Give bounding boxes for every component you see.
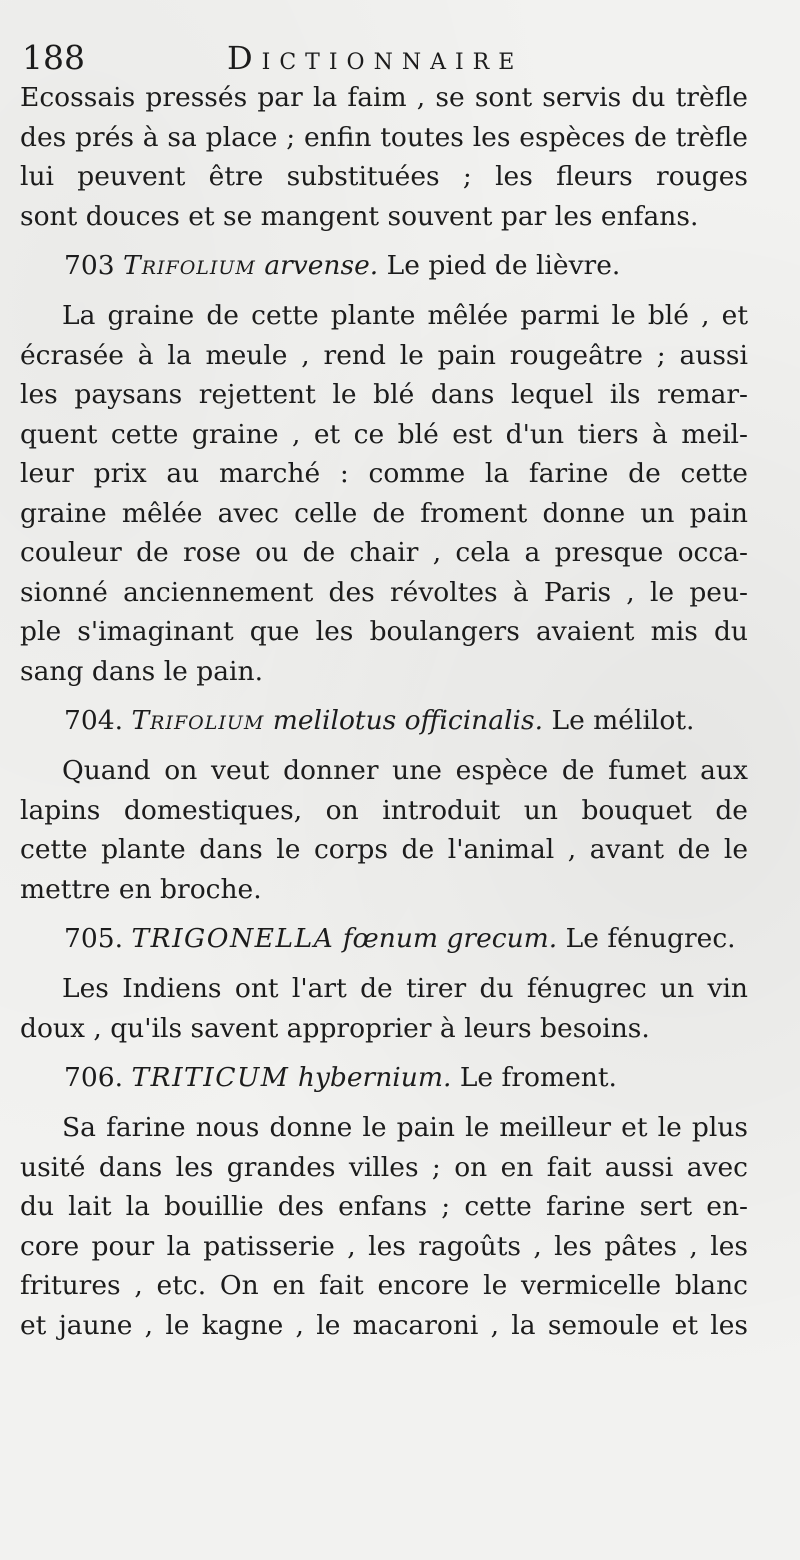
running-title: Dictionnaire bbox=[227, 39, 524, 77]
entry-genus: Trifolium bbox=[131, 705, 265, 736]
text-line: lapins domestiques, on introduit un bouquet de bbox=[20, 794, 748, 826]
text-line: écrasée à la meule , rend le pain rougeâtre ; aussi bbox=[20, 339, 748, 371]
entry-genus: Trifolium bbox=[123, 250, 256, 281]
text-line: sont douces et se mangent souvent par les enfans. bbox=[20, 200, 699, 232]
entry-common-name: Le fénugrec. bbox=[565, 923, 736, 954]
text-line: cette plante dans le corps de l'animal , avant de le bbox=[20, 834, 748, 865]
text-line: des prés à sa place ; enfin toutes les espèces de trèfle bbox=[20, 121, 748, 153]
text-line: core pour la patisserie , les ragoûts , les pâtes , les bbox=[20, 1230, 748, 1262]
text-line: Les Indiens ont l'art de tirer du fénugrec un vin bbox=[62, 973, 748, 1004]
text-line: doux , qu'ils savent approprier à leurs besoins. bbox=[20, 1012, 650, 1044]
text-line: Sa farine nous donne le pain le meilleur et le plus bbox=[62, 1112, 748, 1143]
text-line: Quand on veut donner une espèce de fumet aux bbox=[62, 755, 748, 786]
entry-heading-703 bbox=[20, 236, 748, 296]
text-line: La graine de cette plante mêlée parmi le blé , et bbox=[62, 300, 748, 331]
entry-heading-705 bbox=[20, 909, 748, 969]
page-number: 188 bbox=[22, 38, 85, 77]
text-line: lui peuvent être substituées ; les fleurs rouges bbox=[20, 161, 748, 192]
entry-paragraph-705 bbox=[20, 969, 748, 1048]
text-line: les paysans rejettent le blé dans lequel ils remar- bbox=[20, 379, 748, 410]
text-line: quent cette graine , et ce blé est d'un tiers à meil- bbox=[20, 418, 748, 450]
entry-paragraph-706 bbox=[20, 1108, 748, 1345]
entry-number: 705. bbox=[64, 923, 124, 954]
entry-common-name: Le froment. bbox=[459, 1062, 617, 1093]
text-line: fritures , etc. On en fait encore le vermicelle blanc bbox=[20, 1270, 748, 1301]
text-line: couleur de rose ou de chair , cela a presque occa- bbox=[20, 537, 748, 568]
entry-paragraph-704 bbox=[20, 751, 748, 909]
entry-genus: TRIGONELLA bbox=[131, 923, 335, 954]
text-line: usité dans les grandes villes ; on en fait aussi avec bbox=[20, 1151, 748, 1183]
entry-common-name: Le mélilot. bbox=[551, 705, 695, 736]
text-line: leur prix au marché : comme la farine de cette bbox=[20, 458, 748, 489]
entry-heading-704 bbox=[20, 691, 748, 751]
entry-species: fœnum grecum. bbox=[342, 923, 558, 954]
text-line: sang dans le pain. bbox=[20, 655, 264, 687]
text-line: Ecossais pressés par la faim , se sont servis du trèfle bbox=[20, 82, 748, 113]
text-line: et jaune , le kagne , le macaroni , la semoule et les bbox=[20, 1309, 748, 1341]
text-line: du lait la bouillie des enfans ; cette farine sert en- bbox=[20, 1191, 748, 1222]
entry-heading-706 bbox=[20, 1048, 748, 1108]
entry-genus: TRITICUM bbox=[131, 1062, 290, 1093]
intro-paragraph bbox=[20, 78, 748, 236]
entry-common-name: Le pied de lièvre. bbox=[386, 250, 621, 281]
text-line: sionné anciennement des révoltes à Paris , le peu- bbox=[20, 576, 748, 608]
entry-species: melilotus officinalis. bbox=[272, 705, 544, 736]
page-body bbox=[20, 78, 748, 1345]
entry-number: 704. bbox=[64, 705, 124, 736]
entry-number: 703 bbox=[64, 250, 115, 281]
entry-species: hybernium. bbox=[297, 1062, 452, 1093]
text-line: graine mêlée avec celle de froment donne un pain bbox=[20, 497, 748, 529]
entry-species: arvense. bbox=[264, 250, 379, 281]
text-line: mettre en broche. bbox=[20, 873, 262, 905]
entry-paragraph-703 bbox=[20, 296, 748, 691]
text-line: ple s'imaginant que les boulangers avaient mis du bbox=[20, 616, 748, 647]
entry-number: 706. bbox=[64, 1062, 124, 1093]
